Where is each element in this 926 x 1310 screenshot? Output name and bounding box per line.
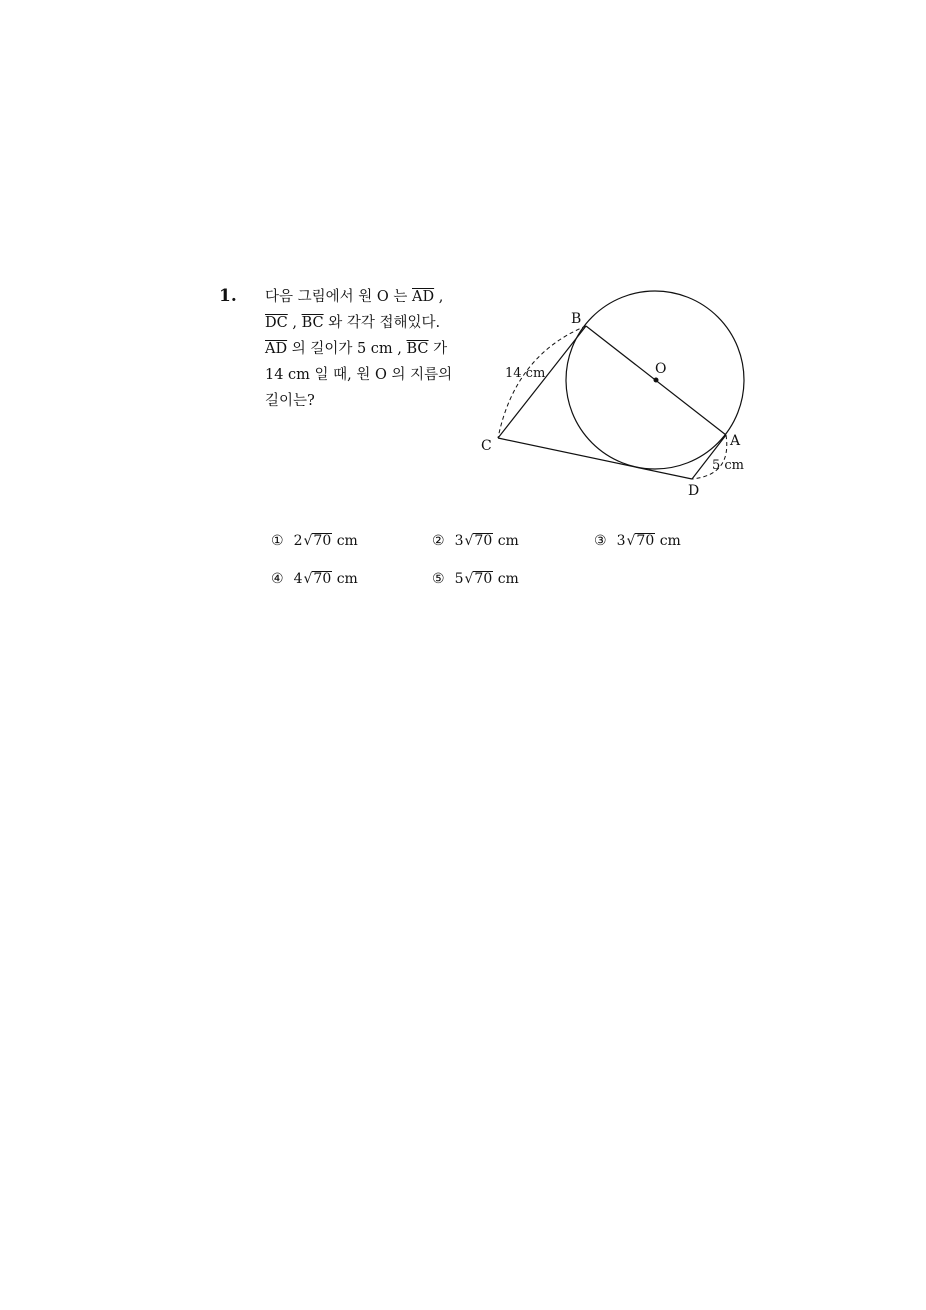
segment-bc: $\overline{BC}$ [406, 341, 429, 357]
question-line-3 [265, 336, 465, 362]
label-a: A [730, 433, 741, 449]
question-text-part: 와 각각 접해있다. [323, 315, 441, 331]
choice-unit: cm [497, 571, 519, 587]
choice-mark: ③ [594, 533, 607, 549]
choice-3[interactable] [594, 533, 681, 549]
question-line-2 [265, 310, 465, 336]
choice-unit: cm [336, 571, 358, 587]
sqrt-icon: √ [626, 533, 636, 549]
segment-ad: $\overline{AD}$ [412, 289, 435, 305]
choice-mark: ① [271, 533, 284, 549]
label-bc-length: 14 cm [505, 366, 546, 381]
question-line-4: 14 cm 일 때, 원 O 의 지름의 [265, 367, 453, 383]
choice-unit: cm [497, 533, 519, 549]
question-text-part: 다음 그림에서 원 O 는 [265, 289, 412, 305]
label-ad-length: 5 cm [712, 458, 745, 473]
question-text-part: 가 [428, 341, 448, 357]
choice-mark: ② [432, 533, 445, 549]
label-b: B [571, 311, 582, 327]
center-point-o [654, 378, 659, 383]
choice-5[interactable] [432, 571, 519, 587]
geometry-figure [470, 285, 760, 505]
choice-radicand: 70 [636, 533, 655, 549]
question-text [265, 284, 465, 414]
choice-1[interactable] [271, 533, 358, 549]
choice-radicand: 70 [474, 533, 493, 549]
choice-mark: ⑤ [432, 571, 445, 587]
choice-unit: cm [336, 533, 358, 549]
choice-radicand: 70 [313, 533, 332, 549]
sqrt-icon: √ [464, 533, 474, 549]
segment-dc: $\overline{DC}$ [265, 315, 288, 331]
segment-ad: $\overline{AD}$ [265, 341, 288, 357]
sqrt-icon: √ [303, 533, 313, 549]
label-c: C [481, 438, 492, 454]
choice-radicand: 70 [474, 571, 493, 587]
choice-2[interactable] [432, 533, 519, 549]
choice-coefficient: 5 [454, 571, 464, 587]
question-line-1 [265, 284, 465, 310]
tangent-bc [498, 326, 586, 438]
sqrt-icon: √ [464, 571, 474, 587]
choice-unit: cm [659, 533, 681, 549]
choice-4[interactable] [271, 571, 358, 587]
question-text-part: , [287, 315, 302, 331]
choice-coefficient: 4 [293, 571, 303, 587]
sqrt-icon: √ [303, 571, 313, 587]
question-text-part: , [434, 289, 444, 305]
segment-bc: $\overline{BC}$ [301, 315, 324, 331]
label-d: D [688, 483, 700, 499]
choice-coefficient: 3 [616, 533, 626, 549]
question-line-5: 길이는? [265, 393, 315, 409]
tangent-cd [498, 438, 692, 479]
choice-mark: ④ [271, 571, 284, 587]
question-number: 1. [219, 286, 237, 306]
choice-radicand: 70 [313, 571, 332, 587]
question-text-part: 의 길이가 5 cm , [287, 341, 407, 357]
label-o: O [655, 361, 667, 377]
choice-coefficient: 3 [454, 533, 464, 549]
choice-coefficient: 2 [293, 533, 303, 549]
